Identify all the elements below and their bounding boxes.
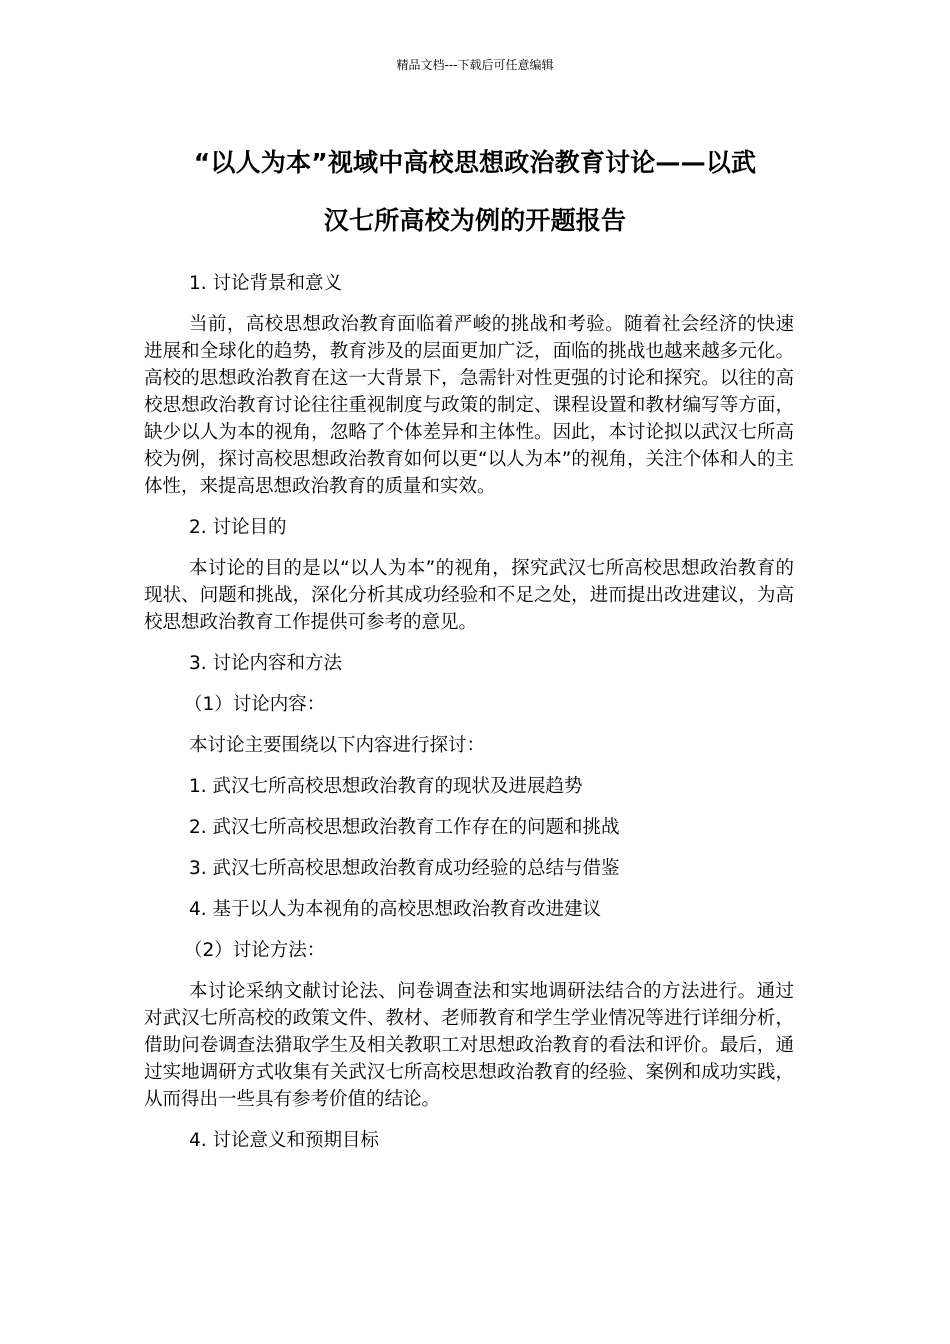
- title-line-2: 汉七所高校为例的开题报告: [323, 206, 627, 235]
- document-title: [150, 134, 800, 250]
- document-body: [144, 270, 794, 1168]
- section-1-heading: 1. 讨论背景和意义: [189, 273, 343, 294]
- section-2-paragraph: 本讨论的目的是以“以人为本”的视角，探究武汉七所高校思想政治教育的现状、问题和挑战，深化分析其成功经验和不足之处，进而提出改进建议，为高校思想政治教育工作提供可参考的意见。: [144, 558, 794, 633]
- section-3-subheading-method: （2）讨论方法：: [184, 940, 326, 961]
- section-3-subheading-content: （1）讨论内容：: [184, 694, 326, 715]
- list-item: 1. 武汉七所高校思想政治教育的现状及进展趋势: [189, 776, 583, 797]
- section-4-heading: 4. 讨论意义和预期目标: [189, 1130, 380, 1151]
- section-3-intro: 本讨论主要围绕以下内容进行探讨：: [189, 735, 486, 756]
- section-1-paragraph: 当前，高校思想政治教育面临着严峻的挑战和考验。随着社会经济的快速进展和全球化的趋势，教育涉及的层面更加广泛，面临的挑战也越来越多元化。高校的思想政治教育在这一大背景下，急需针对性更强的讨论和探究。以往的高校思想政治教育讨论往往重视制度与政策的制定、课程设置和教材编写等方面，缺少以人为本的视角，忽略了个体差异和主体性。因此，本讨论拟以武汉七所高校为例，探讨高校思想政治教育如何以更“以人为本”的视角，关注个体和人的主体性，来提高思想政治教育的质量和实效。: [144, 314, 794, 497]
- section-3-heading: 3. 讨论内容和方法: [189, 653, 343, 674]
- section-3-method-paragraph: 本讨论采纳文献讨论法、问卷调查法和实地调研法结合的方法进行。通过对武汉七所高校的政策文件、教材、老师教育和学生学业情况等进行详细分析，借助问卷调查法猎取学生及相关教职工对思想政治教育的看法和评价。最后，通过实地调研方式收集有关武汉七所高校思想政治教育的经验、案例和成功实践，从而得出一些具有参考价值的结论。: [144, 981, 794, 1110]
- list-item: 3. 武汉七所高校思想政治教育成功经验的总结与借鉴: [189, 858, 620, 879]
- section-2-heading: 2. 讨论目的: [189, 517, 287, 538]
- list-item: 2. 武汉七所高校思想政治教育工作存在的问题和挑战: [189, 817, 620, 838]
- list-item: 4. 基于以人为本视角的高校思想政治教育改进建议: [189, 899, 602, 920]
- page-header: 精品文档---下载后可任意编辑: [396, 58, 554, 72]
- title-line-1: “以人为本”视域中高校思想政治教育讨论——以武: [193, 148, 757, 177]
